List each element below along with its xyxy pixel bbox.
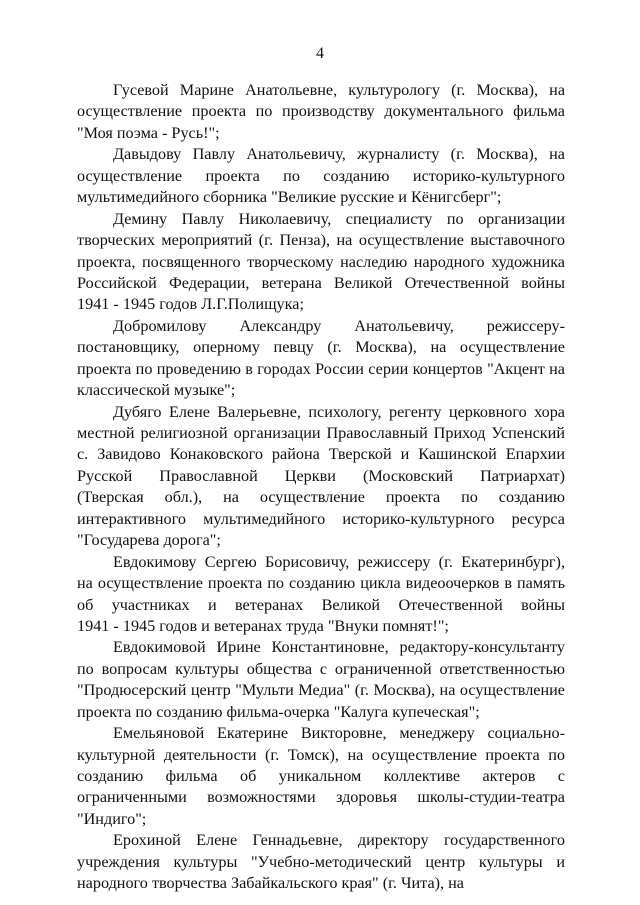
text-line: "Продюсерский центр "Мульти Медиа" (г. Москва), на осуществление <box>77 681 565 700</box>
text-line: творческих мероприятий (г. Пенза), на осуществление выставочного <box>77 231 565 250</box>
text-line: Ерохиной Елене Геннадьевне, директору государственного <box>113 831 565 850</box>
text-line: Добромилову Александру Анатольевичу, режиссеру- <box>113 316 565 335</box>
text-line: интерактивного мультимедийного историко-культурного ресурса <box>77 509 565 528</box>
text-line: учреждения культуры "Учебно-методический центр культуры и <box>77 852 565 871</box>
text-line: Дубяго Елене Валерьевне, психологу, регенту церковного хора <box>113 402 565 421</box>
text-line: культурной деятельности (г. Томск), на осуществление проекта по <box>77 745 565 764</box>
text-line: проекта по созданию фильма-очерка "Калуга купеческая"; <box>77 702 480 721</box>
text-line: Давыдову Павлу Анатольевичу, журналисту (г. Москва), на <box>113 145 565 164</box>
text-line: осуществление проекта по производству документального фильма <box>77 102 565 121</box>
text-line: Демину Павлу Николаевичу, специалисту по организации <box>113 209 565 228</box>
paragraph <box>77 80 565 144</box>
paragraph <box>77 552 565 638</box>
text-line: с. Завидово Конаковского района Тверской и Кашинской Епархии <box>77 445 565 464</box>
paragraph <box>77 402 565 552</box>
paragraph <box>77 144 565 208</box>
text-line: проекта по проведению в городах России серии концертов "Акцент на <box>77 359 565 378</box>
text-line: на осуществление проекта по созданию цикла видеоочерков в память <box>77 574 565 593</box>
text-line: по вопросам культуры общества с ограниченной ответственностью <box>77 659 565 678</box>
text-line: Гусевой Марине Анатольевне, культурологу (г. Москва), на <box>113 81 565 99</box>
text-line: местной религиозной организации Православный Приход Успенский <box>77 424 565 442</box>
text-line: осуществление проекта по созданию историко-культурного <box>77 166 565 185</box>
text-line: "Индиго"; <box>77 809 147 828</box>
text-line: мультимедийного сборника "Великие русские и Кёнигсберг"; <box>77 188 502 207</box>
text-line: "Моя поэма - Русь!"; <box>77 123 220 142</box>
paragraph <box>77 637 565 723</box>
text-line: Русской Православной Церкви (Московский Патриархат) <box>77 466 565 485</box>
text-line: проекта, посвященного творческому наследию народного художника <box>77 252 565 271</box>
text-line: Российской Федерации, ветерана Великой Отечественной войны <box>77 273 565 292</box>
text-line: народного творчества Забайкальского края" (г. Чита), на <box>77 874 464 893</box>
text-line: 1941 - 1945 годов и ветеранах труда "Внуки помнят!"; <box>77 616 449 635</box>
text-line: "Государева дорога"; <box>77 531 221 550</box>
text-line: классической музыке"; <box>77 381 236 400</box>
document-body <box>77 80 565 895</box>
paragraph <box>77 209 565 316</box>
text-line: Емельяновой Екатерине Викторовне, менеджеру социально- <box>113 724 565 743</box>
text-line: (Тверская обл.), на осуществление проекта по созданию <box>77 488 565 507</box>
paragraph <box>77 723 565 830</box>
text-line: 1941 - 1945 годов Л.Г.Полищука; <box>77 295 304 314</box>
page-number: 4 <box>316 45 324 62</box>
text-line: постановщику, оперному певцу (г. Москва), на осуществление <box>77 338 565 357</box>
text-line: Евдокимову Сергею Борисовичу, режиссеру (г. Екатеринбург), <box>113 552 565 571</box>
paragraph <box>77 316 565 402</box>
text-line: об участниках и ветеранах Великой Отечественной войны <box>77 595 565 614</box>
text-line: Евдокимовой Ирине Константиновне, редактору-консультанту <box>113 638 565 657</box>
text-line: созданию фильма об уникальном коллективе актеров с <box>77 767 565 785</box>
text-line: ограниченными возможностями здоровья школы-студии-театра <box>77 788 565 807</box>
paragraph <box>77 830 565 894</box>
